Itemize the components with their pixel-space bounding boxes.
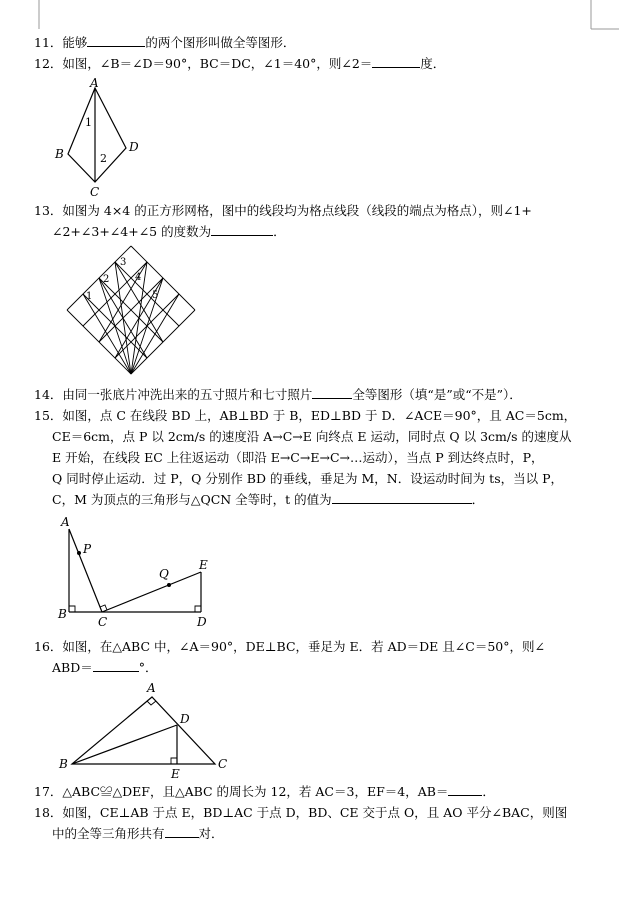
question-text-end: 全等图形（填“是”或“不是”）． bbox=[352, 387, 522, 402]
question-number: 18． bbox=[34, 805, 63, 820]
angle-label-2: 2 bbox=[100, 152, 107, 165]
question-16-line-2 bbox=[52, 657, 158, 678]
answer-blank bbox=[372, 53, 420, 68]
answer-blank bbox=[211, 221, 273, 236]
question-text: △ABC≌△DEF，且△ABC 的周长为 12，若 AC＝3，EF＝4，AB＝ bbox=[62, 784, 449, 799]
label-A: A bbox=[61, 515, 70, 529]
question-11 bbox=[34, 32, 295, 53]
question-text: 如图，点 C 在线段 BD 上，AB⊥BD 于 B，ED⊥BD 于 D．∠ACE＝90°，且 AC＝5cm， bbox=[62, 408, 577, 423]
figure-q16 bbox=[55, 678, 235, 780]
question-15-line-3 bbox=[52, 447, 544, 468]
label-D: D bbox=[129, 140, 139, 154]
question-text: 如图，∠B＝∠D＝90°，BC＝DC，∠1＝40°，则∠2＝ bbox=[62, 56, 373, 71]
question-text: E 开始，在线段 EC 上往返运动（即沿 E→C→E→C→…运动），当点 P 到达终点时，P， bbox=[52, 450, 544, 465]
question-16-line-1 bbox=[34, 636, 545, 657]
question-text-end: ． bbox=[273, 224, 286, 239]
angle-label-3: 3 bbox=[120, 257, 127, 268]
label-D: D bbox=[197, 615, 207, 629]
corner-mark-right bbox=[590, 0, 620, 30]
label-A: A bbox=[147, 681, 156, 695]
question-number: 11． bbox=[34, 35, 63, 50]
figure-q13-grid bbox=[50, 242, 212, 382]
question-text-end: 对． bbox=[198, 826, 224, 841]
question-text-end: °． bbox=[138, 660, 158, 675]
label-Q: Q bbox=[159, 567, 169, 581]
question-text-end: ． bbox=[482, 784, 495, 799]
question-12 bbox=[34, 53, 445, 74]
label-A: A bbox=[90, 76, 99, 90]
segment bbox=[99, 278, 131, 374]
figure-q12 bbox=[50, 76, 150, 196]
angle-label-4: 4 bbox=[135, 272, 142, 283]
answer-blank bbox=[93, 657, 139, 672]
question-text-end: 的两个图形叫做全等图形． bbox=[145, 35, 296, 50]
answer-blank bbox=[87, 32, 145, 47]
question-17 bbox=[34, 781, 495, 802]
question-number: 15． bbox=[34, 408, 63, 423]
question-text: 中的全等三角形共有 bbox=[52, 826, 165, 841]
answer-blank bbox=[332, 489, 472, 504]
label-C: C bbox=[98, 615, 108, 629]
question-text: 如图为 4×4 的正方形网格，图中的线段均为格点线段（线段的端点为格点），则∠1+ bbox=[62, 203, 532, 218]
answer-blank bbox=[312, 384, 352, 399]
question-15-line-4 bbox=[52, 468, 563, 489]
label-C: C bbox=[90, 185, 100, 196]
question-18-line-1 bbox=[34, 802, 567, 823]
question-text-end: 度． bbox=[420, 56, 446, 71]
question-text: 如图，CE⊥AB 于点 E，BD⊥AC 于点 D，BD、CE 交于点 O，且 AO 平分∠BAC，则图 bbox=[62, 805, 568, 820]
question-14 bbox=[34, 384, 522, 405]
question-text: 由同一张底片冲洗出来的五寸照片和七寸照片 bbox=[62, 387, 313, 402]
label-D: D bbox=[180, 712, 190, 726]
segment bbox=[131, 294, 179, 374]
figure-q15 bbox=[55, 514, 225, 634]
corner-mark-left bbox=[28, 0, 40, 30]
label-B: B bbox=[58, 607, 67, 621]
question-number: 17． bbox=[34, 784, 63, 799]
segment bbox=[99, 278, 147, 358]
angle-label-1: 1 bbox=[85, 116, 92, 129]
angle-label-2: 2 bbox=[103, 274, 110, 285]
question-text: CE＝6cm，点 P 以 2cm/s 的速度沿 A→C→E 向终点 E 运动，同时点 Q 以 3cm/s 的速度从 bbox=[52, 429, 572, 444]
question-text: ABD＝ bbox=[52, 660, 93, 675]
question-15-line-5 bbox=[52, 489, 484, 510]
question-text: 能够 bbox=[62, 35, 88, 50]
question-15-line-1 bbox=[34, 405, 576, 426]
question-number: 16． bbox=[34, 639, 63, 654]
label-B: B bbox=[59, 757, 68, 771]
question-13-line-1 bbox=[34, 200, 532, 221]
question-text: C，M 为顶点的三角形与△QCN 全等时，t 的值为 bbox=[52, 492, 332, 507]
question-18-line-2 bbox=[52, 823, 224, 844]
answer-blank bbox=[165, 823, 199, 838]
question-13-line-2 bbox=[52, 221, 286, 242]
question-number: 12． bbox=[34, 56, 63, 71]
question-text-end: ． bbox=[471, 492, 485, 507]
label-E: E bbox=[171, 767, 180, 780]
question-15-line-2 bbox=[52, 426, 572, 447]
question-text: Q 同时停止运动．过 P，Q 分别作 BD 的垂线，垂足为 M，N．设运动时间为 ts，当以 P， bbox=[52, 471, 563, 486]
segment bbox=[83, 294, 131, 374]
question-number: 13． bbox=[34, 203, 63, 218]
angle-label-1: 1 bbox=[86, 291, 93, 302]
question-text: ∠2+∠3+∠4+∠5 的度数为 bbox=[52, 224, 212, 239]
label-E: E bbox=[199, 558, 208, 572]
question-number: 14． bbox=[34, 387, 63, 402]
angle-label-5: 5 bbox=[152, 290, 159, 301]
answer-blank bbox=[448, 781, 482, 796]
question-text: 如图，在△ABC 中，∠A＝90°，DE⊥BC，垂足为 E．若 AD＝DE 且∠C＝50°，则∠ bbox=[62, 639, 545, 654]
label-C: C bbox=[218, 757, 228, 771]
label-P: P bbox=[83, 542, 92, 556]
label-B: B bbox=[55, 147, 64, 161]
